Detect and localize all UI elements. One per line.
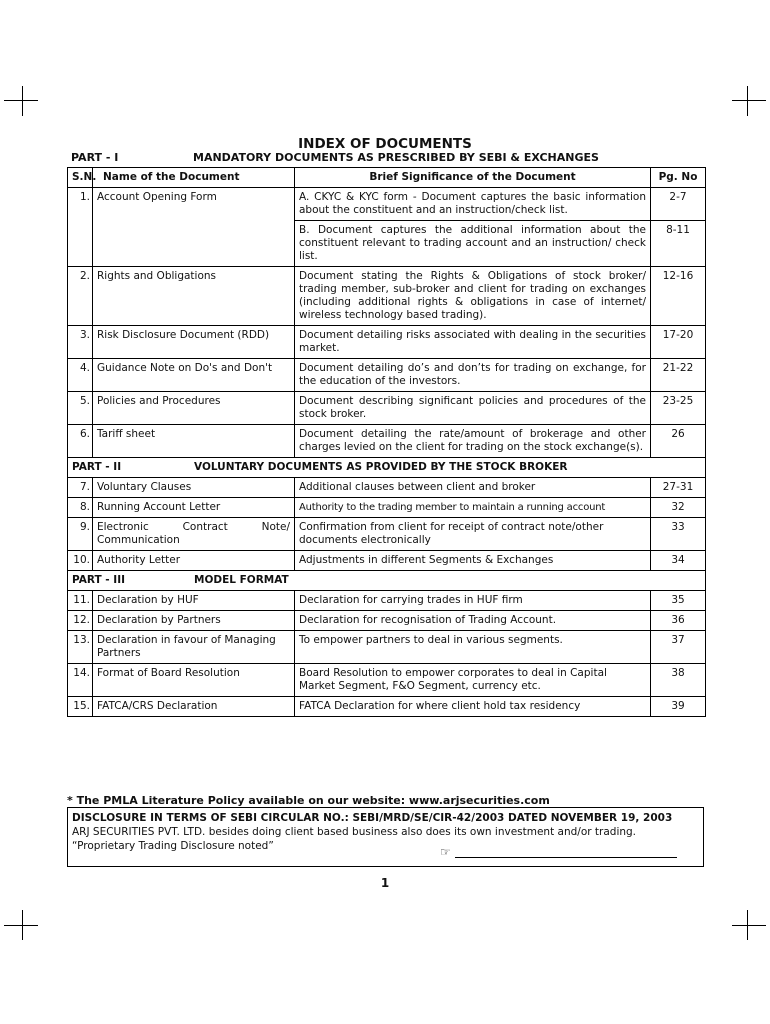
row-name: Declaration in favour of Managing Partners	[93, 631, 295, 664]
row-name: Risk Disclosure Document (RDD)	[93, 326, 295, 359]
part-1-heading	[71, 151, 599, 164]
col-header-sn: S.N.	[68, 168, 93, 188]
row-sn: 7.	[68, 478, 93, 498]
row-page: 37	[651, 631, 706, 664]
row-sn: 1.	[68, 188, 93, 221]
table-row	[68, 697, 706, 717]
crop-mark-br-v	[747, 910, 748, 940]
table-row	[68, 498, 706, 518]
row-name: FATCA/CRS Declaration	[93, 697, 295, 717]
row-page: 23-25	[651, 392, 706, 425]
part-2-heading-cell	[68, 458, 706, 478]
part-3-label: PART - III	[72, 574, 126, 586]
row-page: 8-11	[651, 221, 706, 267]
row-name: Declaration by Partners	[93, 611, 295, 631]
part-3-heading	[68, 571, 706, 591]
row-sn: 9.	[68, 518, 93, 551]
row-significance: Declaration for recognisation of Trading Account.	[295, 611, 651, 631]
row-significance: Document detailing do’s and don’ts for trading on exchange, for the education of the investors.	[295, 359, 651, 392]
table-row	[68, 392, 706, 425]
row-sn: 12.	[68, 611, 93, 631]
disclosure-box	[67, 807, 704, 867]
row-page: 32	[651, 498, 706, 518]
pointing-hand-icon: ☞	[440, 845, 451, 859]
part-2-title: VOLUNTARY DOCUMENTS AS PROVIDED BY THE STOCK BROKER	[194, 461, 568, 473]
table-row	[68, 591, 706, 611]
row-sn: 14.	[68, 664, 93, 697]
row-name: Voluntary Clauses	[93, 478, 295, 498]
row-name: Account Opening Form	[93, 188, 295, 221]
part-1-title: MANDATORY DOCUMENTS AS PRESCRIBED BY SEBI & EXCHANGES	[193, 151, 599, 164]
row-page: 27-31	[651, 478, 706, 498]
page-title: INDEX OF DOCUMENTS	[298, 136, 472, 152]
table-row	[68, 631, 706, 664]
row-page: 26	[651, 425, 706, 458]
row-significance: Authority to the trading member to maintain a running account	[295, 498, 651, 518]
row-name: Tariff sheet	[93, 425, 295, 458]
row-page: 34	[651, 551, 706, 571]
part-2-label: PART - II	[72, 461, 122, 473]
disclosure-line-1: ARJ SECURITIES PVT. LTD. besides doing client based business also does its own investment and/or trading.	[72, 826, 637, 838]
row-page: 35	[651, 591, 706, 611]
col-header-significance: Brief Significance of the Document	[295, 168, 651, 188]
row-significance: Board Resolution to empower corporates to deal in Capital Market Segment, F&O Segment, currency etc.	[295, 664, 651, 697]
table-row	[68, 664, 706, 697]
row-sn: 15.	[68, 697, 93, 717]
row-name: Guidance Note on Do's and Don't	[93, 359, 295, 392]
row-significance: A. CKYC & KYC form - Document captures the basic information about the constituent and an instruction/check list.	[295, 188, 651, 221]
part-3-heading-cell	[68, 571, 706, 591]
row-name: Format of Board Resolution	[93, 664, 295, 697]
crop-mark-tr-h	[732, 100, 766, 101]
crop-mark-bl-h	[4, 925, 38, 926]
row-name: Authority Letter	[93, 551, 295, 571]
row-sn: 10.	[68, 551, 93, 571]
row-page: 36	[651, 611, 706, 631]
table-row	[68, 478, 706, 498]
table-row	[68, 221, 706, 267]
signature-line[interactable]	[455, 857, 677, 858]
row-significance: Document detailing the rate/amount of brokerage and other charges levied on the client for trading on the stock exchange(s).	[295, 425, 651, 458]
row-name	[93, 221, 295, 267]
row-sn	[68, 221, 93, 267]
disclosure-heading: DISCLOSURE IN TERMS OF SEBI CIRCULAR NO.: SEBI/MRD/SE/CIR-42/2003 DATED NOVEMBER 19, 2003	[72, 812, 673, 824]
table-header-row	[68, 168, 706, 188]
row-name: Declaration by HUF	[93, 591, 295, 611]
part-3-rows	[68, 591, 706, 717]
row-significance: Confirmation from client for receipt of contract note/other documents electronically	[295, 518, 651, 551]
row-page: 2-7	[651, 188, 706, 221]
part-2-rows	[68, 478, 706, 571]
part-1-rows	[68, 188, 706, 458]
table-row	[68, 425, 706, 458]
page-number: 1	[380, 876, 390, 890]
part-2-heading	[68, 458, 706, 478]
pmla-note: * The PMLA Literature Policy available on our website: www.arjsecurities.com	[67, 794, 550, 807]
table-row	[68, 188, 706, 221]
row-name: Electronic Contract Note/ Communication	[93, 518, 295, 551]
row-significance: Declaration for carrying trades in HUF firm	[295, 591, 651, 611]
crop-mark-br-h	[732, 925, 766, 926]
row-sn: 5.	[68, 392, 93, 425]
row-significance: Document describing significant policies and procedures of the stock broker.	[295, 392, 651, 425]
row-significance: Document stating the Rights & Obligations of stock broker/ trading member, sub-broker and client for trading on exchanges (including additional rights & obligations in case of internet/ wireless technology based trading).	[295, 267, 651, 326]
index-table	[67, 167, 706, 717]
table-row	[68, 267, 706, 326]
row-page: 38	[651, 664, 706, 697]
row-name: Running Account Letter	[93, 498, 295, 518]
crop-mark-tl-h	[4, 100, 38, 101]
row-page: 39	[651, 697, 706, 717]
crop-mark-bl-v	[22, 910, 23, 940]
row-page: 33	[651, 518, 706, 551]
row-sn: 3.	[68, 326, 93, 359]
row-significance: FATCA Declaration for where client hold tax residency	[295, 697, 651, 717]
row-page: 17-20	[651, 326, 706, 359]
row-sn: 4.	[68, 359, 93, 392]
row-sn: 11.	[68, 591, 93, 611]
crop-mark-tr-v	[747, 86, 748, 116]
col-header-name: Name of the Document	[93, 168, 295, 188]
row-significance: Adjustments in different Segments & Exchanges	[295, 551, 651, 571]
row-significance: B. Document captures the additional information about the constituent relevant to trading account and an instruction/ check list.	[295, 221, 651, 267]
row-name: Policies and Procedures	[93, 392, 295, 425]
row-page: 12-16	[651, 267, 706, 326]
part-3-title: MODEL FORMAT	[194, 574, 289, 586]
row-page: 21-22	[651, 359, 706, 392]
col-header-page: Pg. No	[651, 168, 706, 188]
row-sn: 8.	[68, 498, 93, 518]
table-row	[68, 611, 706, 631]
row-sn: 2.	[68, 267, 93, 326]
disclosure-line-2: “Proprietary Trading Disclosure noted”	[72, 840, 274, 852]
table-row	[68, 326, 706, 359]
row-significance: Additional clauses between client and broker	[295, 478, 651, 498]
row-significance: To empower partners to deal in various segments.	[295, 631, 651, 664]
row-sn: 6.	[68, 425, 93, 458]
row-sn: 13.	[68, 631, 93, 664]
table-row	[68, 359, 706, 392]
crop-mark-tl-v	[22, 86, 23, 116]
row-name: Rights and Obligations	[93, 267, 295, 326]
table-row	[68, 551, 706, 571]
table-row	[68, 518, 706, 551]
row-significance: Document detailing risks associated with dealing in the securities market.	[295, 326, 651, 359]
part-1-label: PART - I	[71, 151, 119, 164]
